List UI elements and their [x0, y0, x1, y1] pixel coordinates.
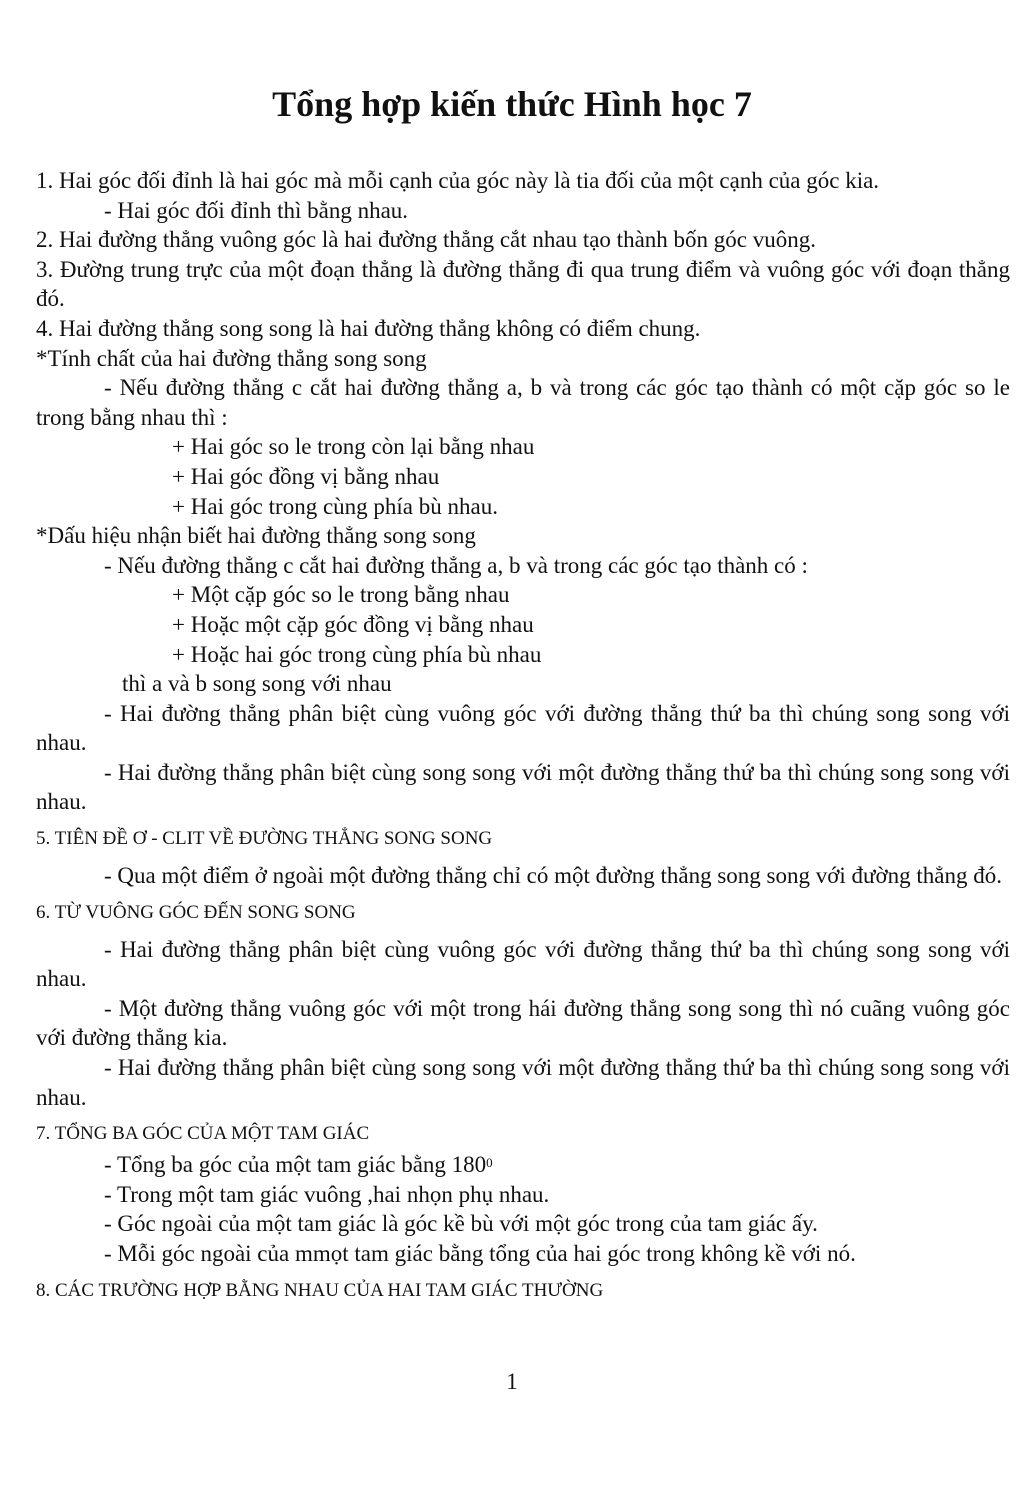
properties-item: + Hai góc trong cùng phía bù nhau.	[172, 493, 498, 519]
paragraph-6b: - Một đường thẳng vuông góc với một trong hái đường thẳng song song thì nó cuãng vuông góc với đường thẳng kia.	[36, 995, 1010, 1051]
properties-heading: *Tính chất của hai đường thẳng song song	[36, 345, 427, 371]
properties-intro: - Nếu đường thẳng c cắt hai đường thẳng a, b và trong các góc tạo thành có một cặp góc so le trong bằng nhau thì :	[36, 375, 1010, 430]
signs-intro: - Nếu đường thẳng c cắt hai đường thẳng a, b và trong các góc tạo thành có :	[104, 552, 808, 578]
properties-item: + Hai góc so le trong còn lại bằng nhau	[172, 434, 535, 460]
paragraph-4c: - Hai đường thẳng phân biệt cùng song song với một đường thẳng thứ ba thì chúng song song với nhau.	[36, 759, 1010, 815]
paragraph-4: 4. Hai đường thẳng song song là hai đường thẳng không có điểm chung.	[36, 315, 701, 341]
paragraph-6a: - Hai đường thẳng phân biệt cùng vuông góc với đường thẳng thứ ba thì chúng song song với nhau.	[36, 936, 1010, 992]
section-8-heading: 8. CÁC TRƯỜNG HỢP BẰNG NHAU CỦA HAI TAM GIÁC THƯỜNG	[36, 1279, 604, 1301]
angle-sum-text: - Tổng ba góc của một tam giác bằng 180	[104, 1152, 487, 1178]
paragraph-2: 2. Hai đường thẳng vuông góc là hai đường thẳng cắt nhau tạo thành bốn góc vuông.	[36, 227, 816, 253]
signs-conclusion: thì a và b song song với nhau	[122, 671, 392, 697]
page-number: 1	[506, 1369, 518, 1394]
paragraph-1-note: - Hai góc đối đỉnh thì bằng nhau.	[104, 197, 409, 223]
section-5-heading: 5. TIÊN ĐỀ Ơ - CLIT VỀ ĐƯỜNG THẲNG SONG SONG	[36, 828, 493, 850]
document-title: Tổng hợp kiến thức Hình học 7	[272, 84, 752, 124]
paragraph-7c: - Góc ngoài của một tam giác là góc kề bù với một góc trong của tam giác ấy.	[104, 1211, 818, 1237]
paragraph-5: - Qua một điểm ở ngoài một đường thẳng chỉ có một đường thẳng song song với đường thẳng đó.	[104, 863, 1003, 889]
paragraph-1: 1. Hai góc đối đỉnh là hai góc mà mỗi cạnh của góc này là tia đối của một cạnh của góc kia.	[36, 168, 880, 193]
section-6-heading: 6. TỪ VUÔNG GÓC ĐẾN SONG SONG	[36, 901, 356, 923]
paragraph-7b: - Trong một tam giác vuông ,hai nhọn phụ nhau.	[104, 1181, 550, 1207]
signs-item: + Hoặc một cặp góc đồng vị bằng nhau	[172, 611, 534, 637]
paragraph-6c: - Hai đường thẳng phân biệt cùng song song với một đường thẳng thứ ba thì chúng song song với nhau.	[36, 1055, 1010, 1110]
degree-superscript: 0	[486, 1155, 493, 1171]
document-body	[36, 166, 1010, 1313]
signs-item: + Hoặc hai góc trong cùng phía bù nhau	[172, 641, 542, 667]
paragraph-4b: - Hai đường thẳng phân biệt cùng vuông góc với đường thẳng thứ ba thì chúng song song với nhau.	[36, 700, 1010, 756]
paragraph-7d: - Mỗi góc ngoài của mmọt tam giác bằng tổng của hai góc trong không kề với nó.	[104, 1241, 856, 1266]
paragraph-7a	[36, 1150, 1010, 1180]
signs-heading: *Dấu hiệu nhận biết hai đường thẳng song song	[36, 523, 476, 549]
paragraph-3: 3. Đường trung trực của một đoạn thẳng là đường thẳng đi qua trung điểm và vuông góc với đoạn thẳng đó.	[36, 256, 1010, 312]
section-7-heading: 7. TỔNG BA GÓC CỦA MỘT TAM GIÁC	[36, 1123, 370, 1145]
signs-item: + Một cặp góc so le trong bằng nhau	[172, 582, 510, 608]
properties-item: + Hai góc đồng vị bằng nhau	[172, 463, 440, 489]
